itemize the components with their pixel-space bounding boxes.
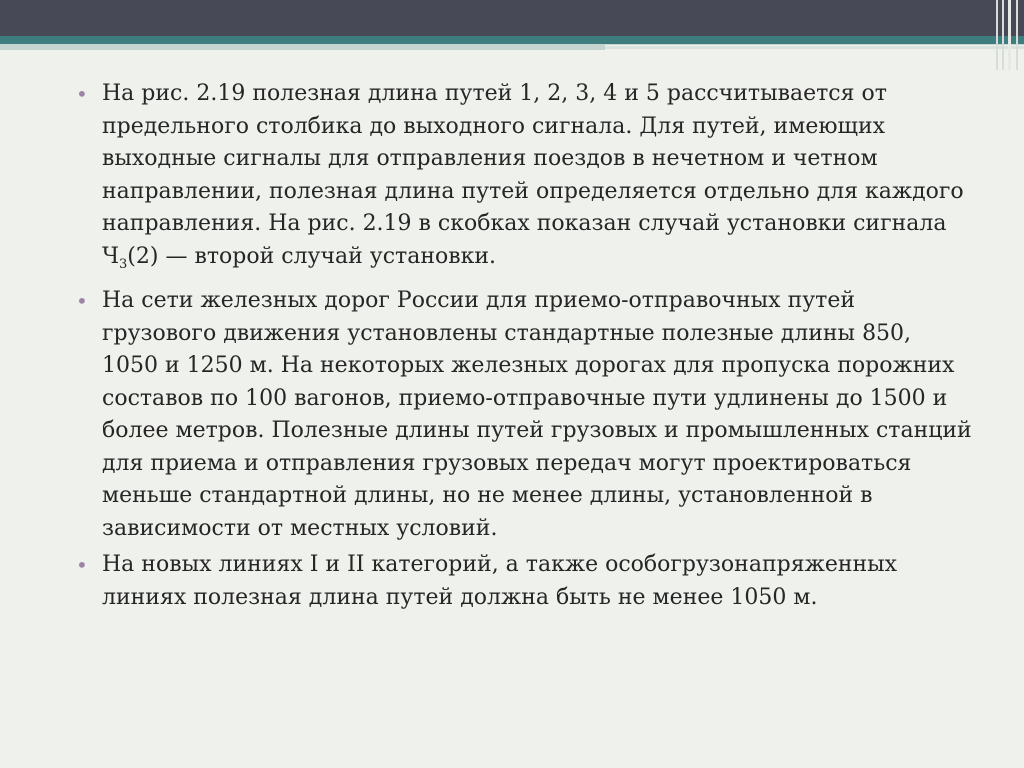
bullet-text-continued: (2) — второй случай установки. (127, 243, 497, 269)
bullet-item (72, 549, 972, 614)
bullet-list (72, 78, 972, 614)
bullet-text: На новых линиях I и II категорий, а также особогрузонапряженных линиях полезная длина путей должна быть не менее 1050 м. (102, 552, 898, 610)
bullet-dot-icon: • (76, 82, 88, 106)
bullet-text: На рис. 2.19 полезная длина путей 1, 2, 3, 4 и 5 рассчитывается от предельного столбика до выходного сигнала. Для путей, имеющих выходные сигналы для отправления поездов в нечетном и четном направлении, полезная длина путей определяется отдельно для каждого направления. На рис. 2.19 в скобках показан случай установки сигнала Ч (102, 81, 964, 269)
decor-line (996, 0, 998, 70)
bullet-item (72, 78, 972, 281)
decor-line (1002, 0, 1004, 70)
decor-line (1008, 0, 1011, 70)
bullet-dot-icon: • (76, 289, 88, 313)
header-bar (0, 0, 1024, 36)
slide-content (72, 78, 972, 618)
accent-stripe-step-inner (605, 46, 1024, 49)
decorative-side-lines (990, 0, 1024, 70)
signal-subscript: 3 (119, 256, 128, 272)
bullet-text: На сети железных дорог России для приемо-отправочных путей грузового движения установлены стандартные полезные длины 850, 1050 и 1250 м. На некоторых железных дорогах для пропуска порожних составов по 100 вагонов, приемо-отправочные пути удлинены до 1500 и более метров. Полезные длины путей грузовых и промышленных станций для приема и отправления грузовых передач могут проектироваться меньше стандартной длины, но не менее длины, установленной в зависимости от местных условий. (102, 288, 972, 541)
decor-line (1016, 0, 1018, 70)
accent-stripe (0, 36, 1024, 44)
accent-stripe-light (0, 44, 605, 50)
bullet-item (72, 285, 972, 545)
bullet-dot-icon: • (76, 553, 88, 577)
